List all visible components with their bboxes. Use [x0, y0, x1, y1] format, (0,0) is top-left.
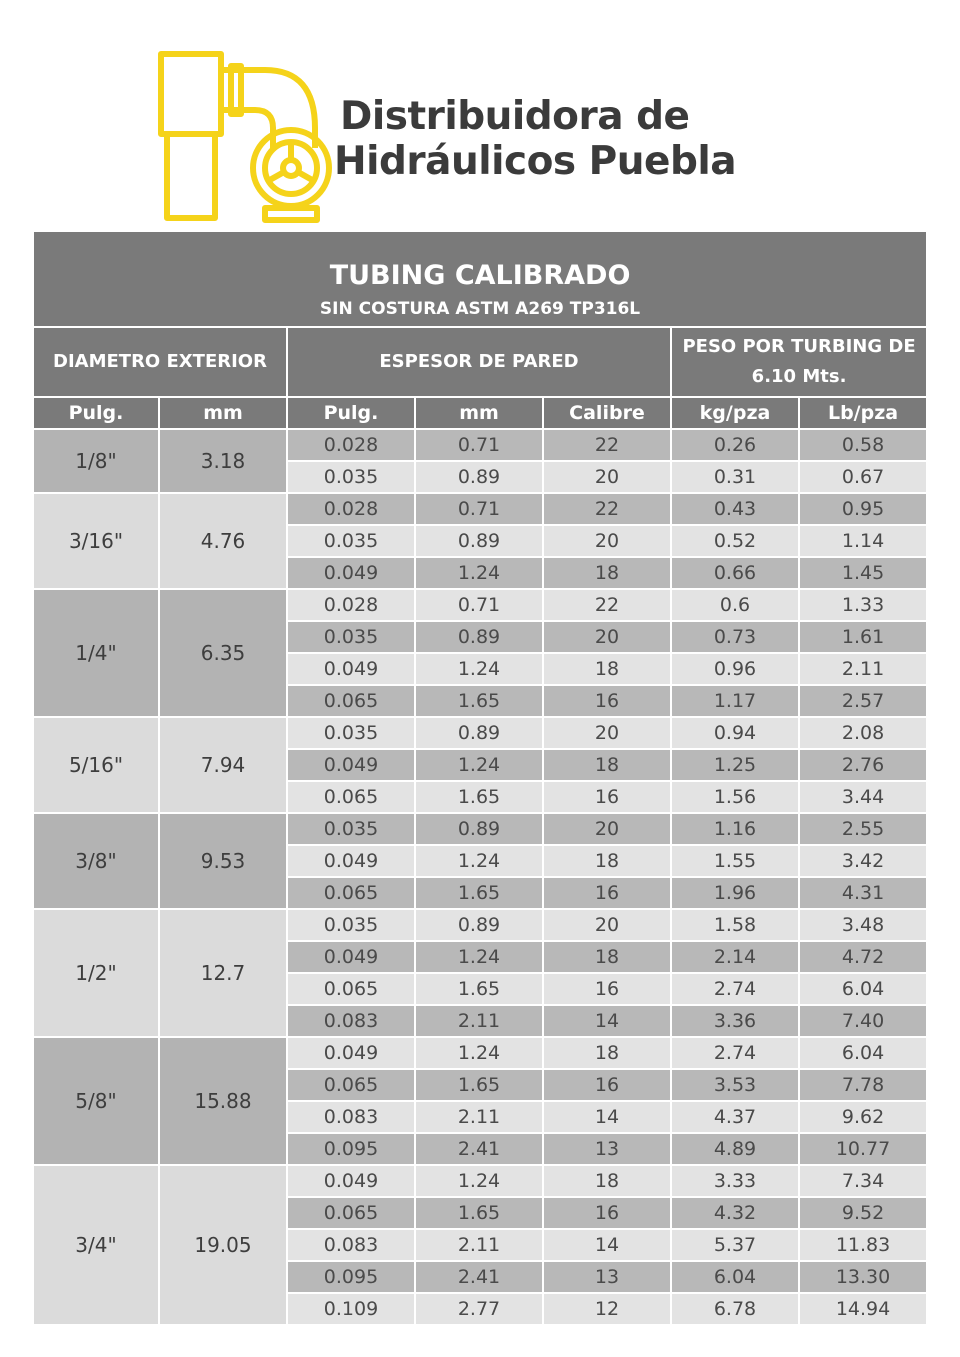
- cell-kg: 0.96: [671, 653, 799, 685]
- cell-wall-pulg: 0.049: [287, 1037, 415, 1069]
- cell-wall-mm: 1.24: [415, 845, 543, 877]
- cell-lb: 10.77: [799, 1133, 926, 1165]
- cell-wall-mm: 0.89: [415, 717, 543, 749]
- cell-kg: 6.04: [671, 1261, 799, 1293]
- cell-wall-mm: 1.65: [415, 1197, 543, 1229]
- cell-lb: 3.48: [799, 909, 926, 941]
- cell-od-mm: 15.88: [159, 1037, 287, 1165]
- table-row: [34, 1165, 926, 1197]
- cell-calibre: 16: [543, 1069, 671, 1101]
- cell-wall-pulg: 0.035: [287, 717, 415, 749]
- cell-calibre: 16: [543, 973, 671, 1005]
- cell-wall-mm: 1.24: [415, 749, 543, 781]
- cell-lb: 13.30: [799, 1261, 926, 1293]
- cell-calibre: 18: [543, 941, 671, 973]
- cell-calibre: 16: [543, 877, 671, 909]
- cell-kg: 0.52: [671, 525, 799, 557]
- cell-wall-pulg: 0.083: [287, 1101, 415, 1133]
- cell-wall-mm: 0.89: [415, 909, 543, 941]
- cell-od-mm: 9.53: [159, 813, 287, 909]
- cell-wall-pulg: 0.049: [287, 1165, 415, 1197]
- group-header-peso: PESO POR TURBING DE 6.10 Mts.: [671, 327, 926, 397]
- cell-lb: 2.76: [799, 749, 926, 781]
- cell-lb: 1.33: [799, 589, 926, 621]
- cell-wall-mm: 2.77: [415, 1293, 543, 1325]
- cell-od-pulg: 1/4": [34, 589, 159, 717]
- cell-od-pulg: 3/16": [34, 493, 159, 589]
- cell-calibre: 22: [543, 493, 671, 525]
- cell-calibre: 20: [543, 717, 671, 749]
- cell-wall-mm: 1.65: [415, 1069, 543, 1101]
- cell-wall-pulg: 0.095: [287, 1133, 415, 1165]
- cell-calibre: 20: [543, 909, 671, 941]
- cell-kg: 0.6: [671, 589, 799, 621]
- cell-wall-pulg: 0.109: [287, 1293, 415, 1325]
- cell-wall-mm: 0.71: [415, 493, 543, 525]
- cell-kg: 1.17: [671, 685, 799, 717]
- cell-lb: 7.78: [799, 1069, 926, 1101]
- table-body: [34, 429, 926, 1325]
- cell-lb: 2.55: [799, 813, 926, 845]
- brand-name-line2: Hidráulicos Puebla: [334, 139, 737, 184]
- cell-wall-mm: 2.11: [415, 1229, 543, 1261]
- cell-wall-mm: 1.24: [415, 941, 543, 973]
- table-subtitle: SIN COSTURA ASTM A269 TP316L: [319, 299, 641, 319]
- cell-od-mm: 12.7: [159, 909, 287, 1037]
- cell-kg: 1.96: [671, 877, 799, 909]
- cell-lb: 1.61: [799, 621, 926, 653]
- cell-lb: 0.67: [799, 461, 926, 493]
- cell-kg: 1.56: [671, 781, 799, 813]
- cell-wall-mm: 0.89: [415, 525, 543, 557]
- cell-wall-mm: 2.11: [415, 1005, 543, 1037]
- tubing-spec-table: [34, 232, 926, 1326]
- cell-od-pulg: 1/8": [34, 429, 159, 493]
- column-header-od-mm: mm: [159, 397, 287, 429]
- cell-calibre: 16: [543, 685, 671, 717]
- column-header-wall-mm: mm: [415, 397, 543, 429]
- cell-wall-pulg: 0.095: [287, 1261, 415, 1293]
- cell-kg: 4.89: [671, 1133, 799, 1165]
- cell-wall-mm: 2.11: [415, 1101, 543, 1133]
- cell-lb: 0.95: [799, 493, 926, 525]
- cell-wall-pulg: 0.035: [287, 909, 415, 941]
- cell-wall-mm: 1.65: [415, 685, 543, 717]
- cell-lb: 7.40: [799, 1005, 926, 1037]
- table-row: [34, 909, 926, 941]
- cell-od-mm: 19.05: [159, 1165, 287, 1325]
- group-header-diametro: DIAMETRO EXTERIOR: [34, 327, 287, 397]
- pipe-elbow-valve-icon: [155, 48, 335, 226]
- table-row: [34, 1037, 926, 1069]
- cell-wall-mm: 0.89: [415, 813, 543, 845]
- cell-calibre: 14: [543, 1005, 671, 1037]
- cell-calibre: 18: [543, 1037, 671, 1069]
- cell-calibre: 18: [543, 845, 671, 877]
- cell-calibre: 12: [543, 1293, 671, 1325]
- cell-wall-pulg: 0.049: [287, 845, 415, 877]
- cell-wall-pulg: 0.083: [287, 1229, 415, 1261]
- cell-wall-mm: 0.89: [415, 461, 543, 493]
- brand-name-line1: Distribuidora de: [340, 94, 690, 139]
- table-row: [34, 429, 926, 461]
- cell-kg: 3.36: [671, 1005, 799, 1037]
- cell-kg: 0.73: [671, 621, 799, 653]
- column-header-wall-pulg: Pulg.: [287, 397, 415, 429]
- cell-od-mm: 7.94: [159, 717, 287, 813]
- cell-calibre: 18: [543, 557, 671, 589]
- cell-lb: 4.72: [799, 941, 926, 973]
- cell-wall-pulg: 0.065: [287, 685, 415, 717]
- cell-wall-pulg: 0.049: [287, 941, 415, 973]
- cell-kg: 4.37: [671, 1101, 799, 1133]
- cell-kg: 0.43: [671, 493, 799, 525]
- cell-calibre: 18: [543, 749, 671, 781]
- cell-lb: 6.04: [799, 1037, 926, 1069]
- cell-lb: 4.31: [799, 877, 926, 909]
- cell-calibre: 13: [543, 1133, 671, 1165]
- cell-calibre: 14: [543, 1229, 671, 1261]
- column-header-od-pulg: Pulg.: [34, 397, 159, 429]
- cell-od-pulg: 1/2": [34, 909, 159, 1037]
- cell-lb: 2.08: [799, 717, 926, 749]
- cell-lb: 1.14: [799, 525, 926, 557]
- cell-wall-pulg: 0.065: [287, 1197, 415, 1229]
- cell-wall-pulg: 0.065: [287, 1069, 415, 1101]
- cell-kg: 1.25: [671, 749, 799, 781]
- table-row: [34, 589, 926, 621]
- cell-lb: 14.94: [799, 1293, 926, 1325]
- cell-calibre: 20: [543, 621, 671, 653]
- cell-lb: 1.45: [799, 557, 926, 589]
- cell-kg: 0.94: [671, 717, 799, 749]
- cell-wall-mm: 1.65: [415, 877, 543, 909]
- cell-calibre: 20: [543, 461, 671, 493]
- table-row: [34, 813, 926, 845]
- cell-od-pulg: 5/16": [34, 717, 159, 813]
- cell-wall-pulg: 0.028: [287, 589, 415, 621]
- cell-calibre: 13: [543, 1261, 671, 1293]
- cell-wall-pulg: 0.049: [287, 749, 415, 781]
- cell-kg: 1.55: [671, 845, 799, 877]
- cell-kg: 0.31: [671, 461, 799, 493]
- cell-od-mm: 6.35: [159, 589, 287, 717]
- cell-kg: 2.74: [671, 1037, 799, 1069]
- cell-lb: 3.42: [799, 845, 926, 877]
- column-header-kg: kg/pza: [671, 397, 799, 429]
- cell-calibre: 14: [543, 1101, 671, 1133]
- cell-wall-mm: 2.41: [415, 1133, 543, 1165]
- cell-wall-mm: 1.65: [415, 973, 543, 1005]
- cell-calibre: 20: [543, 525, 671, 557]
- cell-wall-pulg: 0.035: [287, 525, 415, 557]
- cell-wall-mm: 0.71: [415, 589, 543, 621]
- cell-wall-pulg: 0.028: [287, 429, 415, 461]
- cell-calibre: 16: [543, 781, 671, 813]
- column-header-lb: Lb/pza: [799, 397, 926, 429]
- table-row: [34, 717, 926, 749]
- cell-wall-mm: 2.41: [415, 1261, 543, 1293]
- cell-kg: 2.74: [671, 973, 799, 1005]
- cell-od-mm: 3.18: [159, 429, 287, 493]
- cell-lb: 6.04: [799, 973, 926, 1005]
- cell-kg: 3.53: [671, 1069, 799, 1101]
- cell-wall-pulg: 0.035: [287, 813, 415, 845]
- cell-kg: 1.58: [671, 909, 799, 941]
- table-row: [34, 493, 926, 525]
- group-header-espesor: ESPESOR DE PARED: [287, 327, 671, 397]
- cell-wall-mm: 0.71: [415, 429, 543, 461]
- cell-calibre: 18: [543, 1165, 671, 1197]
- cell-lb: 0.58: [799, 429, 926, 461]
- brand-name: [334, 94, 770, 184]
- cell-wall-pulg: 0.035: [287, 461, 415, 493]
- cell-lb: 9.52: [799, 1197, 926, 1229]
- cell-kg: 0.26: [671, 429, 799, 461]
- cell-calibre: 22: [543, 429, 671, 461]
- cell-wall-mm: 1.24: [415, 1165, 543, 1197]
- cell-wall-pulg: 0.065: [287, 973, 415, 1005]
- cell-kg: 6.78: [671, 1293, 799, 1325]
- cell-kg: 4.32: [671, 1197, 799, 1229]
- cell-wall-mm: 1.24: [415, 1037, 543, 1069]
- cell-kg: 0.66: [671, 557, 799, 589]
- cell-lb: 3.44: [799, 781, 926, 813]
- cell-od-mm: 4.76: [159, 493, 287, 589]
- cell-wall-pulg: 0.065: [287, 781, 415, 813]
- cell-od-pulg: 3/4": [34, 1165, 159, 1325]
- cell-lb: 2.57: [799, 685, 926, 717]
- cell-calibre: 16: [543, 1197, 671, 1229]
- cell-od-pulg: 5/8": [34, 1037, 159, 1165]
- cell-wall-pulg: 0.065: [287, 877, 415, 909]
- cell-wall-pulg: 0.049: [287, 653, 415, 685]
- cell-kg: 5.37: [671, 1229, 799, 1261]
- cell-kg: 2.14: [671, 941, 799, 973]
- cell-wall-pulg: 0.083: [287, 1005, 415, 1037]
- table-title-block: [34, 232, 926, 327]
- cell-wall-mm: 1.24: [415, 653, 543, 685]
- cell-kg: 1.16: [671, 813, 799, 845]
- table-title: TUBING CALIBRADO: [329, 260, 631, 291]
- brand-header: [0, 0, 960, 230]
- cell-wall-mm: 1.24: [415, 557, 543, 589]
- cell-lb: 9.62: [799, 1101, 926, 1133]
- cell-calibre: 22: [543, 589, 671, 621]
- cell-wall-mm: 0.89: [415, 621, 543, 653]
- cell-wall-pulg: 0.049: [287, 557, 415, 589]
- cell-lb: 7.34: [799, 1165, 926, 1197]
- cell-calibre: 18: [543, 653, 671, 685]
- cell-wall-mm: 1.65: [415, 781, 543, 813]
- cell-calibre: 20: [543, 813, 671, 845]
- cell-od-pulg: 3/8": [34, 813, 159, 909]
- cell-kg: 3.33: [671, 1165, 799, 1197]
- cell-wall-pulg: 0.028: [287, 493, 415, 525]
- cell-lb: 2.11: [799, 653, 926, 685]
- cell-lb: 11.83: [799, 1229, 926, 1261]
- cell-wall-pulg: 0.035: [287, 621, 415, 653]
- column-header-calibre: Calibre: [543, 397, 671, 429]
